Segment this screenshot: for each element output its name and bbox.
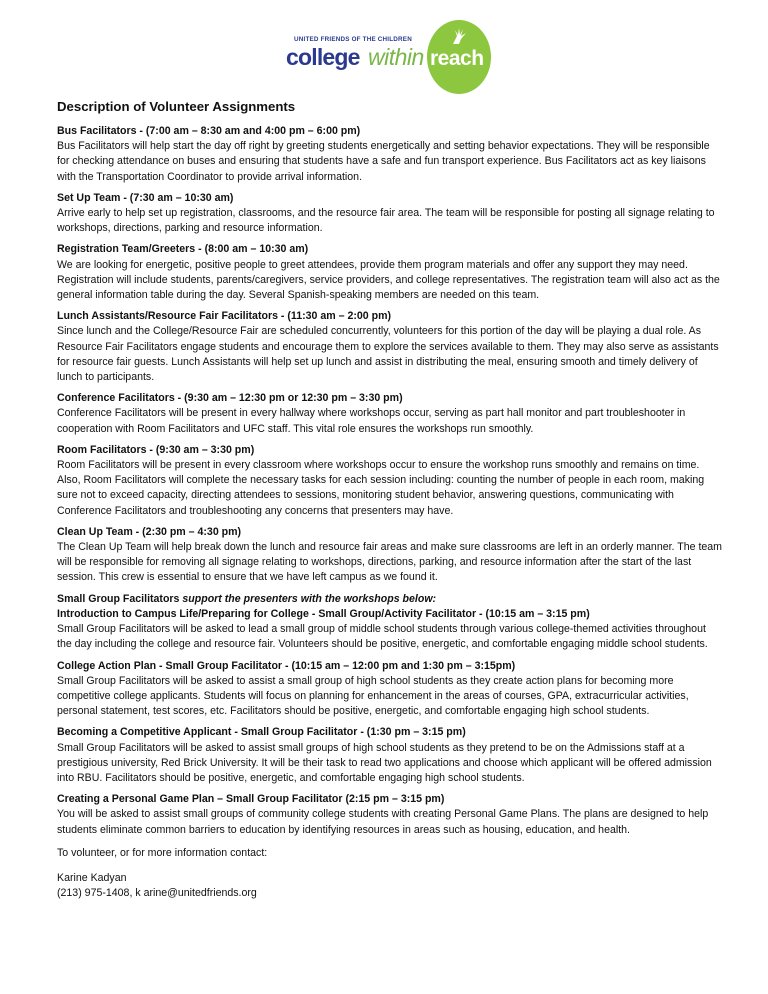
section-college-action-plan	[57, 659, 722, 720]
section-clean-up-team	[57, 525, 722, 586]
section-heading: College Action Plan - Small Group Facilitator - (10:15 am – 12:00 pm and 1:30 pm – 3:15pm)	[57, 659, 516, 672]
contact-name: Karine Kadyan	[57, 871, 127, 884]
section-body: You will be asked to assist small groups of community college students with creating Personal Game Plans. The plans are designed to help students eliminate common barriers to education by identifying resources in areas such as housing, education, and health.	[57, 808, 709, 836]
raised-hand-icon	[449, 26, 469, 46]
document-body	[57, 98, 722, 901]
section-heading: Room Facilitators - (9:30 am – 3:30 pm)	[57, 443, 255, 456]
section-body: Small Group Facilitators will be asked to assist a small group of high school students as they create action plans for becoming more competitive college applicants. Students will focus on planning for enhancement in the areas of courses, GPA, extracurricular activities, personal statement, test scores, etc. Facilitators should be positive, energetic, and comfortable engaging high school students.	[57, 674, 689, 718]
section-heading: Registration Team/Greeters - (8:00 am – 10:30 am)	[57, 243, 309, 256]
logo-word-college: college	[286, 44, 360, 70]
section-body: Since lunch and the College/Resource Fair are scheduled concurrently, volunteers for this portion of the day will be playing a dual role. As Resource Fair Facilitators engage students and encourage them to explore the services available to them. They may also serve as assistants for resource fair guests. Lunch Assistants will help set up lunch and assist in distributing the meal, ensuring smooth and timely delivery of lunch to participants.	[57, 325, 719, 384]
section-body: Small Group Facilitators will be asked to assist small groups of high school students as they pretend to be on the Admissions staff at a prestigious university, Red Brick University. It will be their task to read two applications and choose which applicant will be offered admission into RBU. Facilitators should be positive, energetic, and comfortable engaging high school students.	[57, 741, 712, 784]
section-small-group-intro	[57, 592, 722, 653]
section-body: The Clean Up Team will help break down the lunch and resource fair areas and make sure classrooms are left in an orderly manner. The team will be responsible for removing all signage relating to workshops, directions, parking, and resource information after the start of the last session. This crew is essential to ensure that we have left campus as we found it.	[57, 541, 722, 584]
section-heading: Bus Facilitators - (7:00 am – 8:30 am and 4:00 pm – 6:00 pm)	[57, 125, 361, 137]
section-heading: Lunch Assistants/Resource Fair Facilitators - (11:30 am – 2:00 pm)	[57, 310, 392, 323]
logo-word-reach: reach	[430, 47, 484, 70]
section-conference-facilitators	[57, 391, 722, 437]
section-heading: Introduction to Campus Life/Preparing for College - Small Group/Activity Facilitator - (10:15 am – 3:15 pm)	[57, 607, 590, 620]
page-title: Description of Volunteer Assignments	[57, 99, 296, 114]
section-heading: Becoming a Competitive Applicant - Small Group Facilitator - (1:30 pm – 3:15 pm)	[57, 726, 466, 739]
section-heading: Clean Up Team - (2:30 pm – 4:30 pm)	[57, 525, 242, 538]
section-heading: Set Up Team - (7:30 am – 10:30 am)	[57, 191, 234, 204]
college-within-reach-logo	[286, 20, 486, 100]
section-competitive-applicant	[57, 725, 722, 786]
contact-intro: To volunteer, or for more information contact:	[57, 846, 268, 859]
section-heading: Conference Facilitators - (9:30 am – 12:30 pm or 12:30 pm – 3:30 pm)	[57, 392, 403, 405]
contact-details[interactable]: (213) 975-1408, k arine@unitedfriends.org	[57, 887, 257, 900]
small-group-heading	[57, 592, 722, 607]
section-personal-game-plan	[57, 792, 722, 838]
section-body: We are looking for energetic, positive people to greet attendees, provide them program materials and offer any support they may need. Registration will include students, parents/caregivers, service providers, and college representatives. The registration team will also act as the general information table during the day. Several Spanish-speaking members are needed on this team.	[57, 258, 720, 302]
section-bus-facilitators	[57, 124, 722, 185]
logo-org-text: UNITED FRIENDS OF THE CHILDREN	[294, 36, 412, 43]
section-set-up-team	[57, 191, 722, 237]
section-heading: Creating a Personal Game Plan – Small Group Facilitator (2:15 pm – 3:15 pm)	[57, 793, 445, 806]
section-body: Conference Facilitators will be present in every hallway where workshops occur, serving as part hall monitor and part troubleshooter in cooperation with Room Facilitators and UFC staff. This vital role ensures the workshops run smoothly.	[57, 407, 686, 435]
section-body: Small Group Facilitators will be asked to lead a small group of middle school students through various college-themed activities throughout the day including the college and resource fair. Volunteers should be positive, energetic, and comfortable engaging middle school students.	[57, 623, 708, 651]
section-registration-team	[57, 242, 722, 303]
logo-word-within: within	[368, 44, 424, 70]
section-lunch-assistants	[57, 309, 722, 385]
small-group-heading-italic: support the presenters with the workshops below:	[179, 592, 437, 605]
section-body: Bus Facilitators will help start the day off right by greeting students energetically and setting behavior expectations. They will be responsible for checking attendance on buses and ensuring that students have a safe and fun transport experience. Bus Facilitators act as key liaisons with the Transportation Coordinator to provide arrival information.	[57, 140, 710, 183]
section-room-facilitators	[57, 443, 722, 519]
section-body: Arrive early to help set up registration, classrooms, and the resource fair area. The team will be responsible for posting all signage relating to workshops, directions, parking and resource information.	[57, 207, 715, 235]
small-group-heading-bold: Small Group Facilitators	[57, 592, 180, 605]
section-body: Room Facilitators will be present in every classroom where workshops occur to ensure the workshop runs smoothly and remains on time. Also, Room Facilitators will complete the necessary tasks for each session including: counting the number of people in each room, making sure not to exceed capacity, directing attendees to sessions, monitoring student behavior, answering questions, communicating with Conference Facilitators and troubleshooting any concerns that presenters may have.	[57, 459, 705, 517]
